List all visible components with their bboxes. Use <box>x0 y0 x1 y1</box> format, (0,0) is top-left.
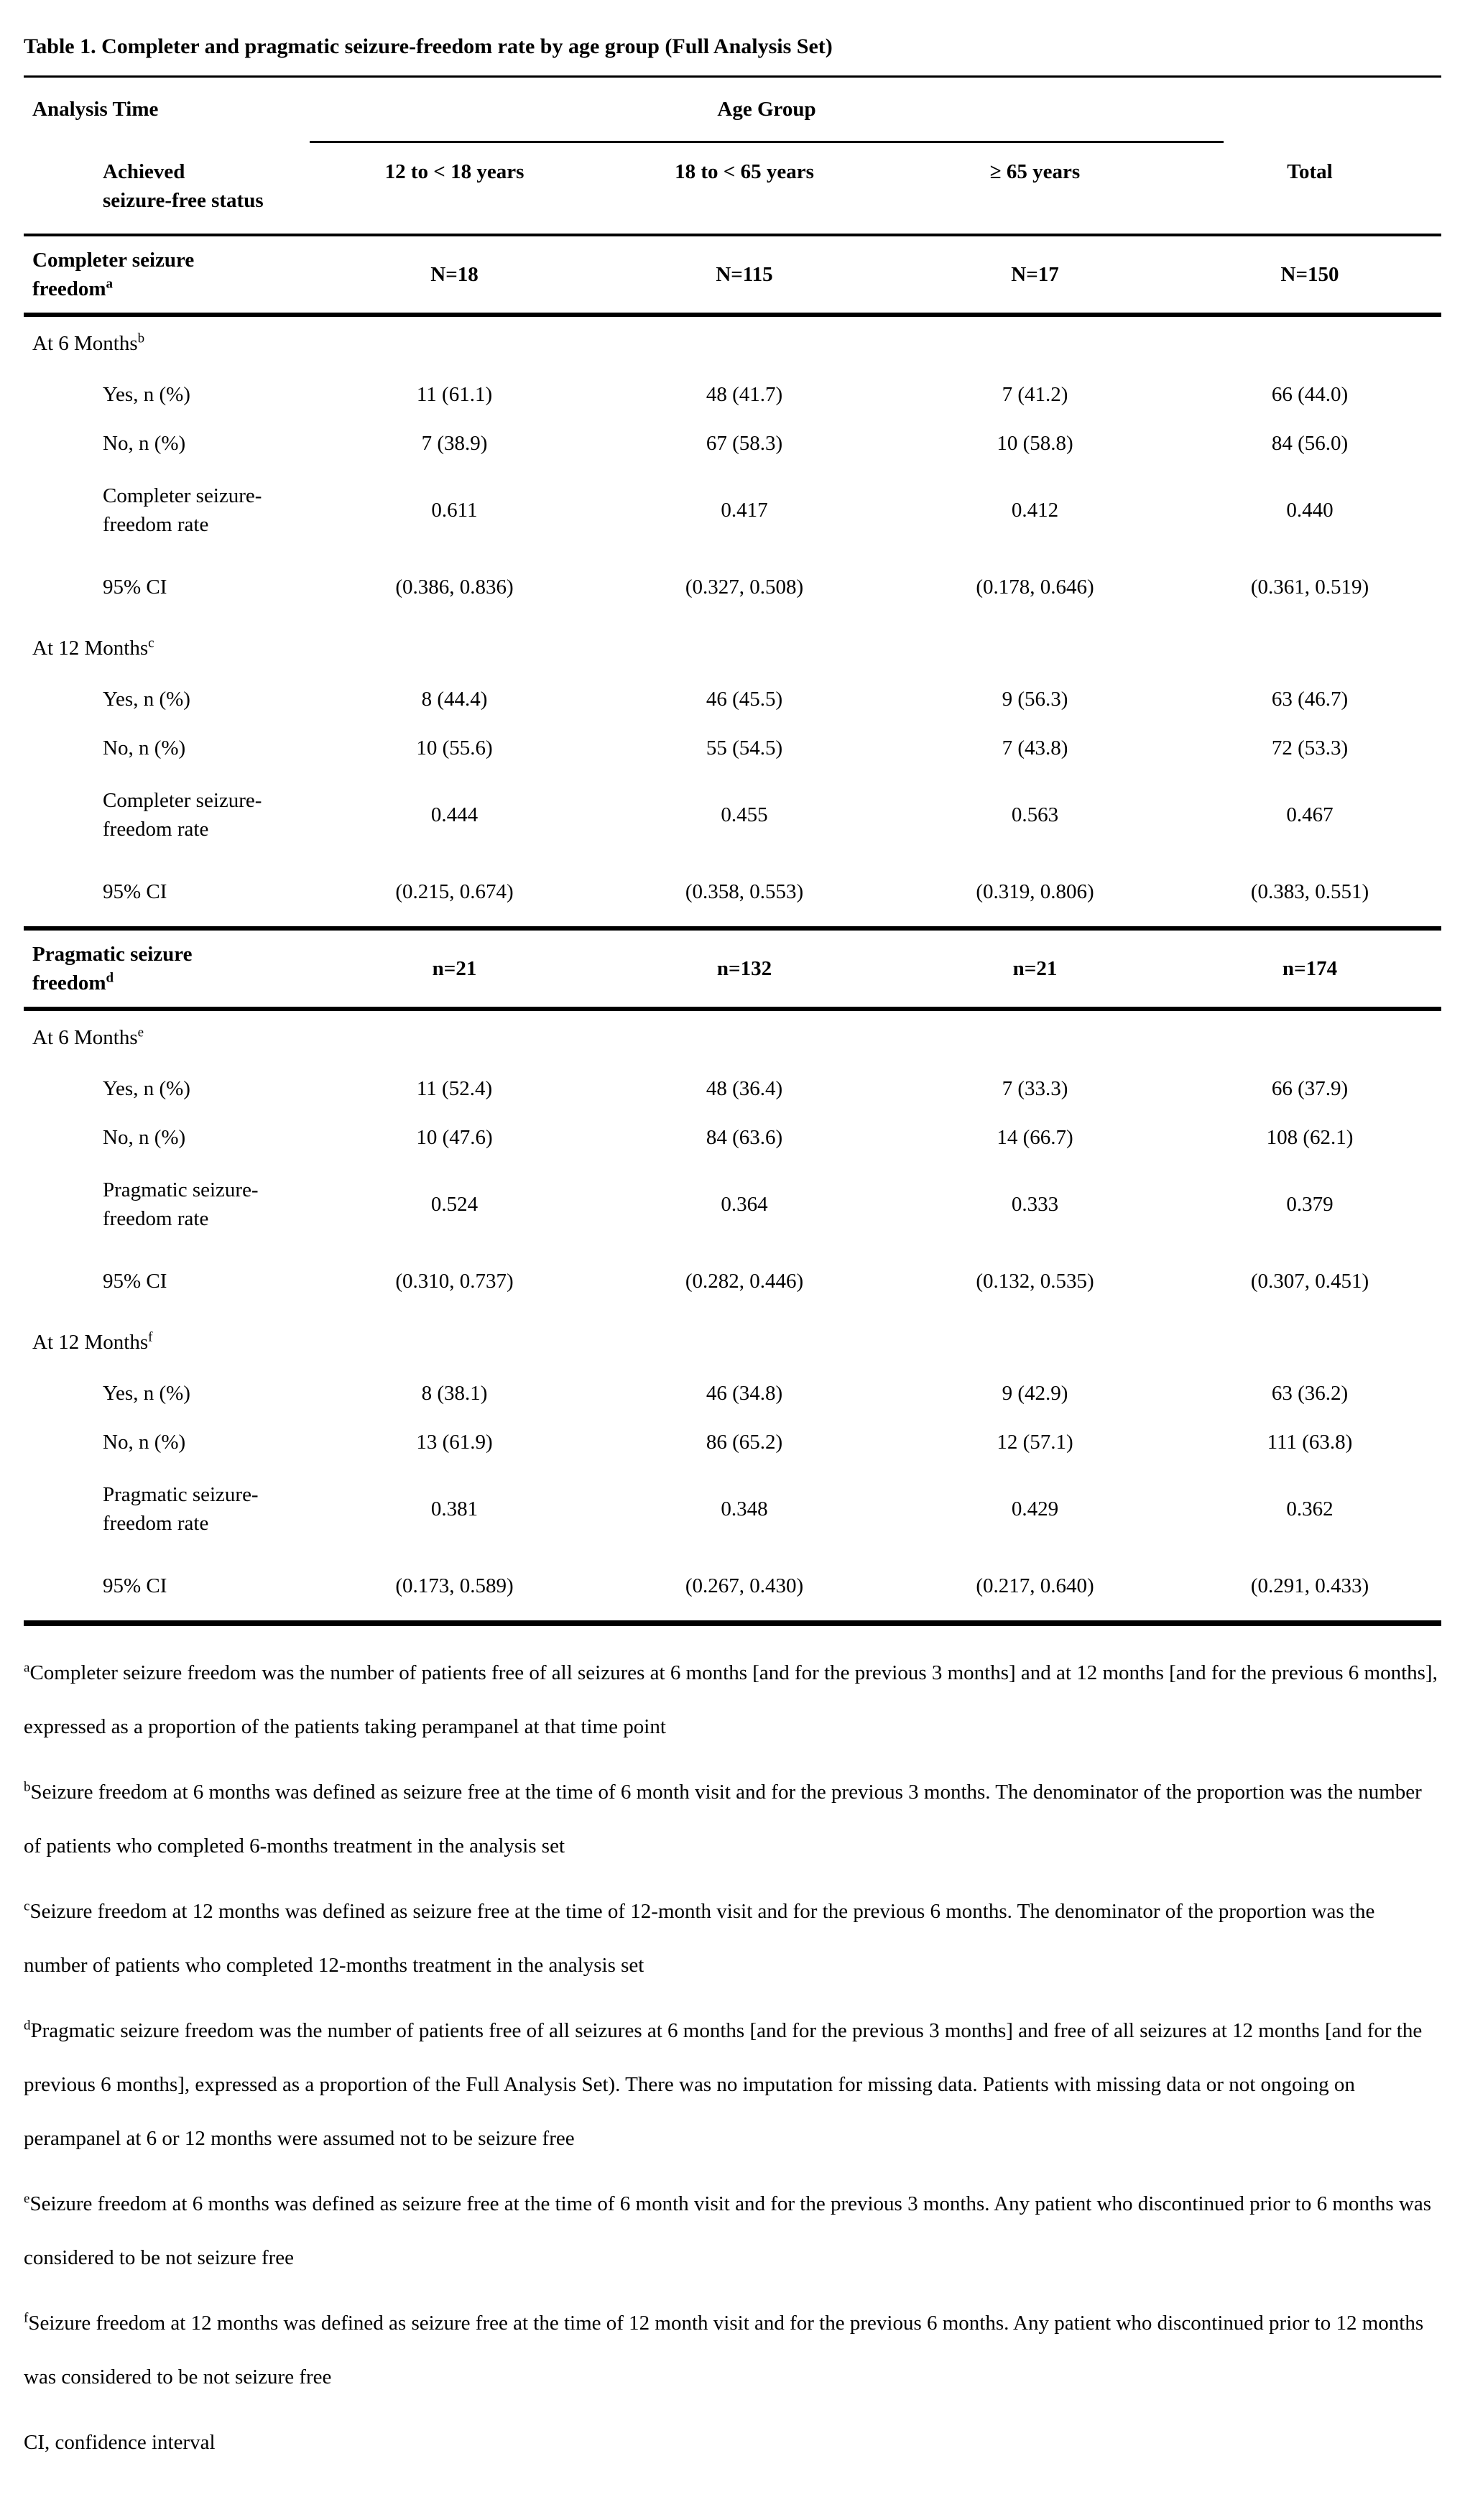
subsection-heading: At 12 Months$^f$ <box>32 1329 153 1354</box>
cell-value: (0.132, 0.535) <box>976 1270 1094 1293</box>
table-row <box>24 1113 1441 1162</box>
completer-band-label: Completer seizure freedom$^a$ <box>32 249 195 300</box>
cell-value: (0.291, 0.433) <box>1250 1574 1369 1597</box>
table-row <box>24 1369 1441 1418</box>
cell-value: 0.444 <box>430 803 479 826</box>
subsection-heading-row <box>24 317 1441 370</box>
cell-value: 66 (37.9) <box>1271 1077 1349 1100</box>
subsection-heading: At 12 Months$^c$ <box>32 635 154 660</box>
footnote-marker-f: f <box>148 1329 153 1345</box>
completer-n-total: N=150 <box>1280 263 1339 286</box>
pragmatic-n-age-65plus: n=21 <box>1012 957 1058 980</box>
column-header-total: Total <box>1287 160 1333 183</box>
cell-value: 46 (45.5) <box>706 688 783 711</box>
table-row <box>24 1551 1441 1626</box>
column-header-age-18-65: 18 to < 65 years <box>675 160 814 183</box>
row-label: Completer seizure-freedom rate <box>103 484 262 536</box>
cell-value: 0.412 <box>1011 499 1059 522</box>
completer-n-age-18-65: N=115 <box>716 263 773 286</box>
cell-value: 9 (56.3) <box>1002 688 1068 711</box>
completer-n-age-65plus: N=17 <box>1011 263 1059 286</box>
completer-band-row <box>24 236 1441 317</box>
table-row <box>24 1247 1441 1316</box>
row-label: Pragmatic seizure-freedom rate <box>103 1178 259 1230</box>
row-label: No, n (%) <box>103 432 186 455</box>
table-row <box>24 675 1441 724</box>
row-label: Yes, n (%) <box>103 1382 190 1405</box>
footnote-marker-e: e <box>137 1025 144 1040</box>
cell-value: 0.455 <box>721 803 768 826</box>
cell-value: (0.282, 0.446) <box>685 1270 804 1293</box>
table-row <box>24 370 1441 419</box>
footnotes-section <box>24 1626 1441 2470</box>
cell-value: (0.173, 0.589) <box>395 1574 514 1597</box>
row-label: Yes, n (%) <box>103 383 190 406</box>
cell-value: 7 (41.2) <box>1002 383 1068 406</box>
row-label: No, n (%) <box>103 1431 186 1454</box>
cell-value: 0.524 <box>430 1193 479 1216</box>
cell-value: 84 (56.0) <box>1271 432 1349 455</box>
header-row-1 <box>24 78 1441 141</box>
completer-n-age-12-18: N=18 <box>430 263 479 286</box>
footnote-marker-a: a <box>106 276 114 292</box>
row-label: 95% CI <box>103 1270 167 1293</box>
cell-value: 7 (43.8) <box>1002 737 1068 760</box>
cell-value: 11 (52.4) <box>416 1077 493 1100</box>
cell-value: 0.348 <box>721 1497 768 1520</box>
cell-value: 7 (38.9) <box>421 432 488 455</box>
footnote-f: $^f$Seizure freedom at 12 months was defined as seizure free at the time of 12 month visit and for the previous 6 months. Any patient who discontinued prior to 12 months was considered to be not seizure free <box>24 2310 1424 2389</box>
cell-value: 66 (44.0) <box>1271 383 1349 406</box>
table-row <box>24 1418 1441 1467</box>
achieved-status-label: Achieved seizure-free status <box>103 160 264 212</box>
footnote-d: $^d$Pragmatic seizure freedom was the number of patients free of all seizures at 6 months [and for the previous 3 months] and free of all seizures at 12 months [and for the previous 6 months], expressed as a proportion of the Full Analysis Set). There was no imputation for missing data. Patients with missing data or not ongoing on perampanel at 6 or 12 months were assumed not to be seizure free <box>24 2018 1423 2150</box>
cell-value: (0.307, 0.451) <box>1250 1270 1369 1293</box>
row-label: No, n (%) <box>103 737 186 760</box>
cell-value: 55 (54.5) <box>706 737 783 760</box>
cell-value: (0.361, 0.519) <box>1250 576 1369 599</box>
cell-value: 10 (47.6) <box>416 1126 493 1149</box>
cell-value: 0.440 <box>1286 499 1334 522</box>
cell-value: (0.215, 0.674) <box>395 880 514 903</box>
table-row <box>24 468 1441 553</box>
pragmatic-n-age-12-18: n=21 <box>432 957 477 980</box>
cell-value: 8 (44.4) <box>421 688 488 711</box>
cell-value: 0.333 <box>1011 1193 1059 1216</box>
cell-value: (0.310, 0.737) <box>395 1270 514 1293</box>
cell-value: (0.327, 0.508) <box>685 576 804 599</box>
cell-value: (0.217, 0.640) <box>976 1574 1094 1597</box>
table-row <box>24 1467 1441 1551</box>
table-row <box>24 1064 1441 1113</box>
header-row-2 <box>24 143 1441 234</box>
row-label: Completer seizure-freedom rate <box>103 789 262 841</box>
pragmatic-n-total: n=174 <box>1282 957 1338 980</box>
cell-value: 86 (65.2) <box>706 1431 783 1454</box>
row-label: Yes, n (%) <box>103 1077 190 1100</box>
cell-value: 13 (61.9) <box>416 1431 493 1454</box>
subsection-heading-row <box>24 1316 1441 1369</box>
footnote-marker-b: b <box>137 331 145 346</box>
cell-value: 14 (66.7) <box>997 1126 1073 1149</box>
pragmatic-band-row <box>24 926 1441 1011</box>
cell-value: 72 (53.3) <box>1271 737 1349 760</box>
cell-value: 0.362 <box>1286 1497 1334 1520</box>
pragmatic-band-label: Pragmatic seizure freedom$^d$ <box>32 943 193 994</box>
cell-value: 108 (62.1) <box>1266 1126 1354 1149</box>
cell-value: 0.611 <box>431 499 478 522</box>
row-label: No, n (%) <box>103 1126 186 1149</box>
footnote-b: $^b$Seizure freedom at 6 months was defined as seizure free at the time of 6 month visit and for the previous 3 months. The denominator of the proportion was the number of patients who completed 6-months treatment in the analysis set <box>24 1779 1422 1857</box>
footnote-marker-d: d <box>106 970 114 986</box>
subsection-heading-row <box>24 1011 1441 1064</box>
cell-value: 11 (61.1) <box>416 383 493 406</box>
cell-value: (0.178, 0.646) <box>976 576 1094 599</box>
table-header <box>24 75 1441 236</box>
cell-value: 0.379 <box>1286 1193 1334 1216</box>
cell-value: (0.319, 0.806) <box>976 880 1094 903</box>
cell-value: 67 (58.3) <box>706 432 783 455</box>
column-header-age-12-18: 12 to < 18 years <box>384 160 524 183</box>
table-row <box>24 772 1441 857</box>
age-group-label: Age Group <box>717 98 816 121</box>
cell-value: 84 (63.6) <box>706 1126 783 1149</box>
cell-value: 10 (58.8) <box>997 432 1073 455</box>
cell-value: (0.358, 0.553) <box>685 880 804 903</box>
cell-value: 9 (42.9) <box>1002 1382 1068 1405</box>
table-row <box>24 1162 1441 1247</box>
cell-value: 12 (57.1) <box>997 1431 1073 1454</box>
cell-value: 48 (41.7) <box>706 383 783 406</box>
data-table <box>24 75 1441 1626</box>
cell-value: (0.267, 0.430) <box>685 1574 804 1597</box>
row-label: 95% CI <box>103 880 167 903</box>
footnote-c: $^c$Seizure freedom at 12 months was defined as seizure free at the time of 12-month visit and for the previous 6 months. The denominator of the proportion was the number of patients who completed 12-months treatment in the analysis set <box>24 1898 1375 1977</box>
cell-value: 46 (34.8) <box>706 1382 783 1405</box>
footnote-a: $^a$Completer seizure freedom was the number of patients free of all seizures at 6 months [and for the previous 3 months] and at 12 months [and for the previous 6 months], expressed as a proportion of the patients taking perampanel at that time point <box>24 1660 1438 1738</box>
cell-value: 0.467 <box>1286 803 1334 826</box>
cell-value: 111 (63.8) <box>1267 1431 1353 1454</box>
cell-value: 0.429 <box>1011 1497 1059 1520</box>
table-title: Table 1. Completer and pragmatic seizure-freedom rate by age group (Full Analysis Set) <box>24 34 833 58</box>
table-row <box>24 857 1441 926</box>
abbreviation-note: CI, confidence interval <box>24 2431 216 2454</box>
cell-value: 0.381 <box>430 1497 479 1520</box>
cell-value: 0.364 <box>721 1193 768 1216</box>
subsection-heading: At 6 Months$^b$ <box>32 331 145 355</box>
cell-value: 0.417 <box>721 499 768 522</box>
cell-value: 63 (46.7) <box>1271 688 1349 711</box>
cell-value: 0.563 <box>1011 803 1059 826</box>
row-label: Pragmatic seizure-freedom rate <box>103 1483 259 1535</box>
pragmatic-n-age-18-65: n=132 <box>716 957 772 980</box>
cell-value: 10 (55.6) <box>416 737 493 760</box>
footnote-marker-c: c <box>148 635 154 651</box>
cell-value: (0.383, 0.551) <box>1250 880 1369 903</box>
analysis-time-label: Analysis Time <box>32 98 159 121</box>
row-label: 95% CI <box>103 1574 167 1597</box>
table-row <box>24 419 1441 468</box>
column-header-age-65plus: ≥ 65 years <box>989 160 1081 183</box>
cell-value: 8 (38.1) <box>421 1382 488 1405</box>
table-row <box>24 553 1441 622</box>
cell-value: (0.386, 0.836) <box>395 576 514 599</box>
subsection-heading: At 6 Months$^e$ <box>32 1025 144 1049</box>
subsection-heading-row <box>24 622 1441 675</box>
cell-value: 48 (36.4) <box>706 1077 783 1100</box>
cell-value: 7 (33.3) <box>1002 1077 1068 1100</box>
row-label: 95% CI <box>103 576 167 599</box>
cell-value: 63 (36.2) <box>1271 1382 1349 1405</box>
row-label: Yes, n (%) <box>103 688 190 711</box>
table-row <box>24 724 1441 772</box>
footnote-e: $^e$Seizure freedom at 6 months was defined as seizure free at the time of 6 month visit and for the previous 3 months. Any patient who discontinued prior to 6 months was considered to be not seizure free <box>24 2191 1432 2269</box>
